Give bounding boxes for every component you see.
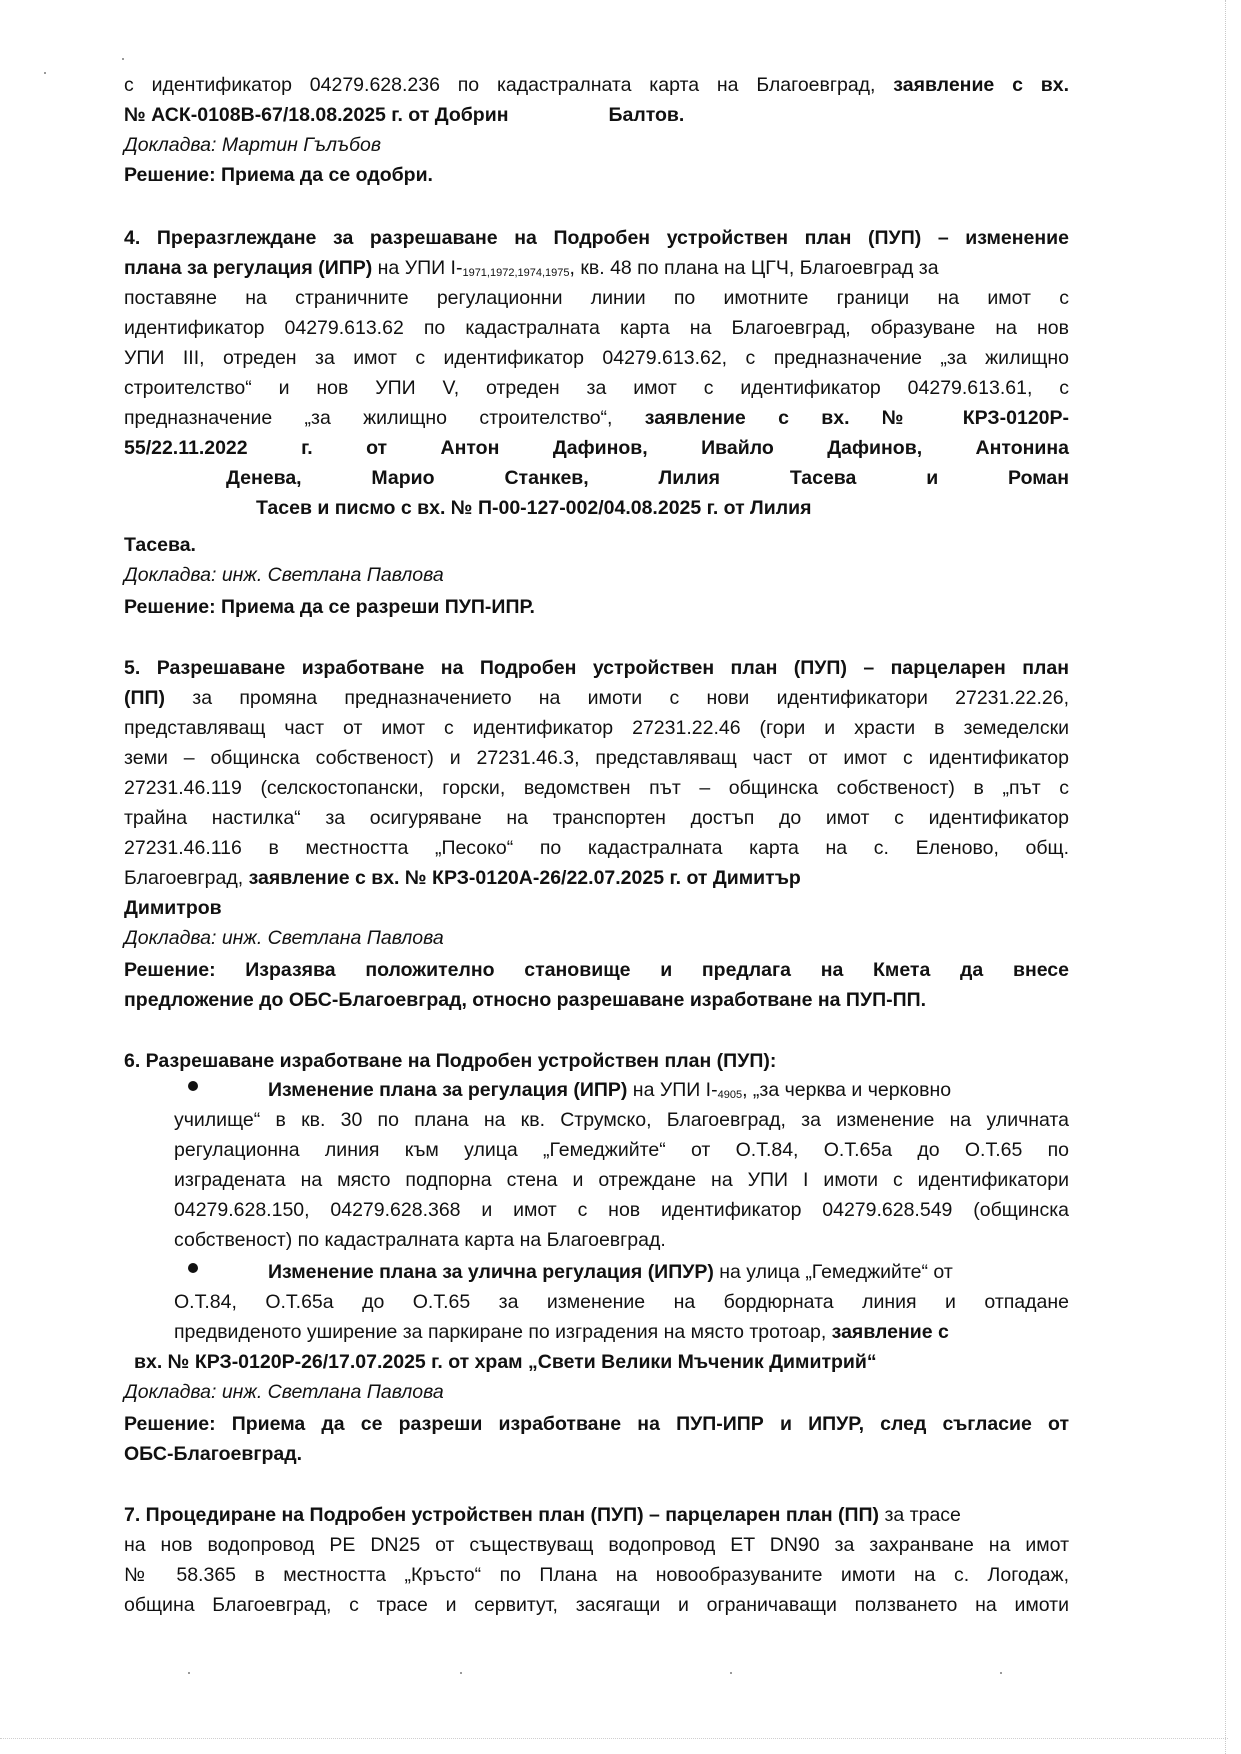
reporter-line: Докладва: Мартин Гълъбов	[124, 134, 382, 156]
item-5-decision-1: Решение: Изразява положително становище и предлага на Кмета да внесе	[124, 959, 1069, 981]
item-7-line-4: община Благоевград, с трасе и сервитут, засягащи и ограничаващи ползването на имоти	[124, 1594, 1069, 1616]
scan-speck	[1000, 1672, 1002, 1674]
continuation-line-1	[124, 70, 1069, 100]
subscript: 1971,1972,1974,1975	[462, 267, 570, 279]
applicant: Дафинов, Ивайло	[552, 437, 774, 459]
item-5-line-6: трайна настилка“ за осигуряване на транспортен достъп до имот с идентификатор	[124, 807, 1069, 829]
item-7-title	[124, 1500, 1069, 1530]
text: за трасе	[879, 1504, 961, 1526]
item-5-line-3: представляващ част от имот с идентификатор 27231.22.46 (гори и храсти в земеделски	[124, 717, 1069, 739]
item-5-line-7: 27231.46.116 в местността „Песоко“ по кадастралната карта на с. Еленово, общ.	[124, 837, 1069, 859]
item-4-line-11: Тасева.	[124, 534, 196, 556]
text: Изменение плана за улична регулация (ИПУР)	[268, 1261, 714, 1283]
item-6-bullet-1-line-2: училище“ в кв. 30 по плана на кв. Струмско, Благоевград, за изменение на уличната	[174, 1109, 1069, 1131]
item-6-bullet-2-line-4: вх. № КРЗ-0120Р-26/17.07.2025 г. от храм „Свети Велики Мъченик Димитрий“	[134, 1351, 877, 1373]
application-ref: заявление с	[831, 1321, 949, 1343]
item-5-decision-2: предложение до ОБС-Благоевград, относно разрешаване изработване на ПУП-ПП.	[124, 989, 927, 1011]
item-4-line-2	[124, 253, 1069, 283]
text: , кв. 48 по плана на ЦГЧ, Благоевград за	[569, 257, 939, 279]
item-6-bullet-1-line-4: изградената на място подпорна стена и отреждане на УПИ I имоти с идентификатори	[174, 1169, 1069, 1191]
item-6-decision-1: Решение: Приема да се разреши изработване на ПУП-ИПР и ИПУР, след съгласие от	[124, 1413, 1069, 1435]
text: (ПП)	[124, 687, 166, 709]
item-6-bullet-2-line-1	[268, 1257, 1069, 1287]
text: предвиденото уширение за паркиране по изградения на място тротоар,	[174, 1321, 827, 1343]
item-6-bullet-1-line-5: 04279.628.150, 04279.628.368 и имот с нов идентификатор 04279.628.549 (общинска	[174, 1199, 1069, 1221]
application-ref: заявление с вх. № КРЗ-0120А-26/22.07.2025 г. от Димитър	[248, 867, 801, 889]
text: Изменение плана за регулация (ИПР)	[268, 1079, 628, 1101]
item-5-line-8	[124, 863, 1069, 893]
scan-speck	[44, 72, 46, 74]
bullet-icon	[188, 1081, 198, 1091]
item-6-reporter: Докладва: инж. Светлана Павлова	[124, 1381, 444, 1403]
text: предназначение „за жилищно строителство“,	[124, 407, 613, 429]
item-4-line-3: поставяне на страничните регулационни линии по имотните граници на имот с	[124, 287, 1069, 309]
item-4-line-9	[226, 463, 1069, 493]
scan-speck	[188, 1672, 190, 1674]
text: с идентификатор 04279.628.236 по кадастралната карта на Благоевград,	[124, 74, 876, 96]
applicant: Денева, Марио	[226, 467, 435, 489]
item-5-line-9: Димитров	[124, 897, 222, 919]
item-6-title: 6. Разрешаване изработване на Подробен устройствен план (ПУП):	[124, 1050, 777, 1072]
text: плана за регулация (ИПР)	[124, 257, 373, 279]
item-6-decision-2: ОБС-Благоевград.	[124, 1443, 303, 1465]
item-4-line-6: строителство“ и нов УПИ V, отреден за имот с идентификатор 04279.613.61, с	[124, 377, 1069, 399]
applicant: 55/22.11.2022 г. от Антон	[124, 437, 500, 459]
item-4-title: 4. Преразглеждане за разрешаване на Подробен устройствен план (ПУП) – изменение	[124, 227, 1069, 249]
item-4-line-10: Тасев и писмо с вх. № П-00-127-002/04.08.2025 г. от Лилия	[256, 497, 812, 519]
continuation-line-2	[124, 100, 1069, 130]
item-6-bullet-1-line-3: регулационна линия към улица „Гемеджийте“ от О.Т.84, О.Т.65а до О.Т.65 по	[174, 1139, 1069, 1161]
item-4-reporter: Докладва: инж. Светлана Павлова	[124, 564, 444, 586]
text: на УПИ I-	[627, 1079, 718, 1101]
item-5-reporter: Докладва: инж. Светлана Павлова	[124, 927, 444, 949]
text: на УПИ I-	[372, 257, 463, 279]
item-4-line-4: идентификатор 04279.613.62 по кадастралната карта на Благоевград, образуване на нов	[124, 317, 1069, 339]
application-ref: заявление с вх. № КРЗ-0120Р-	[644, 407, 1069, 429]
application-number: № АСК-0108В-67/18.08.2025 г. от Добрин	[124, 104, 509, 126]
applicant-surname: Балтов.	[608, 104, 685, 126]
scan-speck	[730, 1672, 732, 1674]
text: за промяна предназначението на имоти с нови идентификатори 27231.22.26,	[165, 687, 1069, 709]
scan-edge-right	[1225, 0, 1226, 1754]
applicant: Дафинов, Антонина	[827, 437, 1070, 459]
decision-line: Решение: Приема да се одобри.	[124, 164, 433, 186]
item-7-line-3: № 58.365 в местността „Кръсто“ по Плана на новообразуваните имоти на с. Логодаж,	[124, 1564, 1069, 1586]
item-6-bullet-2-line-2: О.Т.84, О.Т.65а до О.Т.65 за изменение на бордюрната линия и отпадане	[174, 1291, 1069, 1313]
text: Благоевград,	[124, 867, 244, 889]
item-6-bullet-2-line-3	[174, 1317, 1069, 1347]
scan-edge-bottom	[0, 1738, 1228, 1739]
item-4-line-7	[124, 403, 1069, 433]
text: 7. Процедиране на Подробен устройствен план (ПУП) – парцеларен план (ПП)	[124, 1504, 880, 1526]
applicant: Станкев, Лилия	[504, 467, 720, 489]
item-7-line-2: на нов водопровод PE DN25 от съществуващ водопровод ET DN90 за захранване на имот	[124, 1534, 1069, 1556]
item-6-bullet-1-line-6: собственост) по кадастралната карта на Благоевград.	[174, 1229, 666, 1251]
text: на улица „Гемеджийте“ от	[713, 1261, 953, 1283]
item-4-decision: Решение: Приема да се разреши ПУП-ИПР.	[124, 596, 535, 618]
item-5-line-4: земи – общинска собственост) и 27231.46.3, представляващ част от имот с идентификатор	[124, 747, 1069, 769]
item-4-line-8	[124, 433, 1069, 463]
scan-speck	[460, 1672, 462, 1674]
bullet-icon	[188, 1263, 198, 1273]
item-5-line-2	[124, 683, 1069, 713]
item-4-line-5: УПИ III, отреден за имот с идентификатор 04279.613.62, с предназначение „за жилищно	[124, 347, 1069, 369]
item-5-title: 5. Разрешаване изработване на Подробен устройствен план (ПУП) – парцеларен план	[124, 657, 1069, 679]
applicant: Тасева и Роман	[789, 467, 1070, 489]
text: , „за черква и черковно	[742, 1079, 952, 1101]
scan-speck	[122, 58, 124, 60]
item-5-line-5: 27231.46.119 (селскостопански, горски, ведомствен път – общинска собственост) в „път с	[124, 777, 1069, 799]
item-6-bullet-1-line-1	[268, 1075, 1069, 1105]
subscript: 4905	[717, 1089, 743, 1101]
application-ref: заявление с вх.	[893, 74, 1069, 96]
